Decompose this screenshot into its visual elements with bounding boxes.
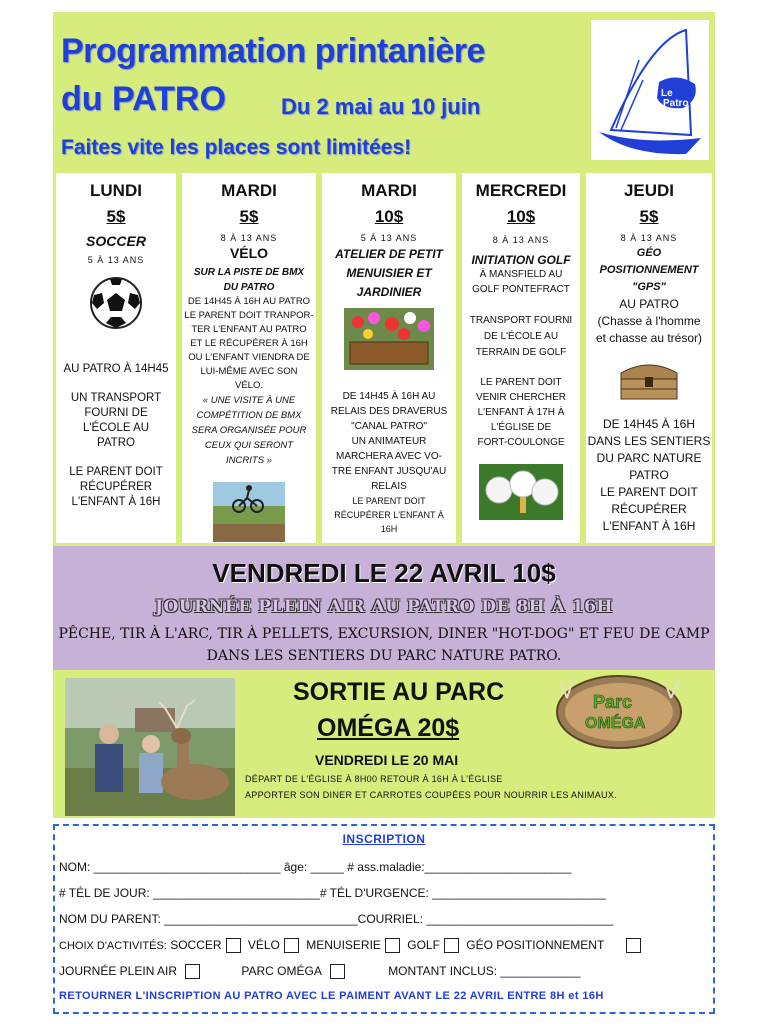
info-line: FOURNI DE xyxy=(84,407,148,419)
option-velo-label: VÉLO xyxy=(247,938,280,952)
page-title-line2: du PATRO xyxy=(61,80,226,118)
svg-text:OMÉGA: OMÉGA xyxy=(585,715,646,732)
activity-name: POSITIONNEMENT xyxy=(599,264,699,276)
soccer-ball-icon xyxy=(88,275,144,331)
price-label: 5$ xyxy=(639,207,659,226)
column-mardi-velo xyxy=(179,170,319,546)
info-line: INCRITS » xyxy=(226,455,272,466)
svg-text:Le: Le xyxy=(661,88,673,99)
day-label: LUNDI xyxy=(90,181,142,200)
bmx-photo xyxy=(213,482,285,542)
info-line: LE PARENT DOIT xyxy=(69,466,163,478)
friday-subtitle: JOURNÉE PLEIN AIR AU PATRO DE 8H À 16H xyxy=(155,597,613,617)
info-line: et chasse au trésor) xyxy=(595,331,703,345)
phone-field[interactable]: # TÉL DE JOUR: _________________________# TÉL D'URGENCE: __________________________ xyxy=(59,886,606,900)
age-range: 8 À 13 ANS xyxy=(620,233,678,243)
activity-name: JARDINIER xyxy=(356,285,422,299)
parc-label: PARC OMÉGA xyxy=(241,964,322,978)
info-line: VENIR CHERCHER xyxy=(475,392,566,403)
omega-departure: DÉPART DE L'ÉGLISE À 8H00 RETOUR À 16H À L'ÉGLISE xyxy=(245,774,503,784)
info-line: L'ENFANT À 17H À xyxy=(477,407,565,418)
flower-box-photo xyxy=(344,308,434,370)
info-line: (Chasse à l'homme xyxy=(597,314,701,328)
activity-name: INITIATION GOLF xyxy=(471,253,571,267)
journee-label: JOURNÉE PLEIN AIR xyxy=(59,964,178,978)
info-line: DE 14H45 À 16H AU PATRO xyxy=(187,296,311,307)
day-label: MARDI xyxy=(221,181,277,200)
day-label: MARDI xyxy=(361,181,417,200)
day-label: JEUDI xyxy=(623,181,675,200)
golf-balls-photo xyxy=(479,464,563,520)
bike-icon xyxy=(213,482,285,542)
info-line: RÉCUPÉRER xyxy=(79,481,153,493)
svg-text:Patro: Patro xyxy=(663,98,689,109)
description-line: PÊCHE, TIR À L'ARC, TIR À PELLETS, EXCURSION, DINER "HOT-DOG" ET FEU DE CAMP xyxy=(58,626,710,642)
journee-checkbox[interactable] xyxy=(185,964,200,979)
info-line: FORT-COULONGE xyxy=(477,437,565,448)
activity-name: "GPS" xyxy=(632,281,666,293)
activity-subtitle: SUR LA PISTE DE BMX xyxy=(193,267,305,278)
patro-logo xyxy=(591,20,709,160)
info-line: TERRAIN DE GOLF xyxy=(475,347,567,358)
info-line: L'ÉGLISE DE xyxy=(490,422,552,433)
info-line: UN ANIMATEUR xyxy=(351,436,427,447)
price-label: 5$ xyxy=(106,207,126,226)
option-golf-label: GOLF xyxy=(407,938,440,952)
info-line: UN TRANSPORT xyxy=(70,392,162,404)
friday-title: VENDREDI LE 22 AVRIL 10$ xyxy=(212,558,556,588)
info-line: À MANSFIELD AU xyxy=(479,269,563,280)
info-line: LE PARENT DOIT xyxy=(352,496,426,506)
option-geo-label: GÉO POSITIONNEMENT xyxy=(466,938,605,952)
info-line: LE PARENT DOIT xyxy=(480,377,562,388)
parent-name-field[interactable]: NOM DU PARENT: _____________________________COURRIEL: ____________________________ xyxy=(59,912,614,926)
omega-section xyxy=(53,670,715,818)
description-line: DANS LES SENTIERS DU PARC NATURE PATRO. xyxy=(206,648,562,664)
page-title-line1: Programmation printanière xyxy=(61,32,485,70)
info-line: MARCHERA AVEC VO- xyxy=(336,451,442,462)
age-range: 5 À 13 ANS xyxy=(360,233,418,243)
omega-instructions: APPORTER SON DINER ET CARROTES COUPÉES POUR NOURRIR LES ANIMAUX. xyxy=(245,790,617,800)
info-line: L'ENFANT À 16H xyxy=(71,496,161,508)
info-line: VÉLO. xyxy=(235,380,263,391)
info-line: COMPÉTITION DE BMX xyxy=(196,410,302,421)
parc-checkbox[interactable] xyxy=(330,964,345,979)
info-line: SERA ORGANISÉE POUR xyxy=(191,425,307,436)
name-field[interactable]: NOM: ____________________________ âge: _____ # ass.maladie:______________________ xyxy=(59,860,572,874)
activity-name: ATELIER DE PETIT xyxy=(335,247,443,261)
amount-field[interactable]: MONTANT INCLUS: ____________ xyxy=(388,964,581,978)
info-line: « UNE VISITE À UNE xyxy=(202,395,296,406)
velo-checkbox[interactable] xyxy=(284,938,299,953)
info-line: ET LE RÉCUPÉRER À 16H xyxy=(190,338,308,349)
omega-date: VENDREDI LE 20 MAI xyxy=(315,752,459,768)
age-range: 8 À 13 ANS xyxy=(220,233,278,243)
svg-text:Parc: Parc xyxy=(593,692,633,712)
activity-name: VÉLO xyxy=(229,245,269,261)
info-line: GOLF PONTEFRACT xyxy=(472,284,570,295)
info-line: "CANAL PATRO" xyxy=(351,421,427,432)
friday-description xyxy=(53,623,715,667)
info-line: RÉCUPÉRER L'ENFANT À xyxy=(334,510,444,520)
info-line: DE 14H45 À 16H AU xyxy=(342,391,436,402)
info-line: LE PARENT DOIT xyxy=(600,485,698,499)
info-line: RELAIS xyxy=(371,481,407,492)
price-label: 10$ xyxy=(374,207,404,226)
info-line: RÉCUPÉRER xyxy=(611,502,687,516)
column-lundi xyxy=(53,170,179,546)
treasure-chest-icon xyxy=(613,355,685,403)
registration-form xyxy=(53,824,715,1014)
age-range: 5 À 13 ANS xyxy=(87,255,145,265)
info-line: LE PARENT DOIT TRANPOR- xyxy=(184,310,314,321)
option-soccer-label: SOCCER xyxy=(170,938,222,952)
slogan: Faites vite les places sont limitées! xyxy=(61,136,412,159)
info-line: PATRO xyxy=(97,437,135,449)
info-line: OU L'ENFANT VIENDRA DE xyxy=(188,352,310,363)
info-line: DE L'ÉCOLE AU xyxy=(483,331,559,342)
column-jeudi xyxy=(583,170,715,546)
info-line: DU PARC NATURE xyxy=(596,451,702,465)
friday-section xyxy=(53,546,715,670)
info-line: DE 14H45 À 16H xyxy=(602,417,696,431)
info-line: DANS LES SENTIERS xyxy=(587,434,711,448)
location-text: AU PATRO À 14H45 xyxy=(63,363,169,375)
info-line: TER L'ENFANT AU PATRO xyxy=(191,324,307,335)
info-line: PATRO xyxy=(629,468,669,482)
sailboat-icon xyxy=(591,20,709,160)
info-line: L'ÉCOLE AU xyxy=(82,422,150,434)
header-banner xyxy=(53,12,715,170)
info-line: TRANSPORT FOURNI xyxy=(469,315,573,326)
omega-price-title: OMÉGA 20$ xyxy=(317,714,460,742)
activity-name: MENUISIER ET xyxy=(346,266,432,280)
price-label: 10$ xyxy=(506,207,536,226)
menuiserie-checkbox[interactable] xyxy=(385,938,400,953)
info-line: RELAIS DES DRAVERUS xyxy=(330,406,448,417)
info-line: TRE ENFANT JUSQU'AU xyxy=(331,466,447,477)
info-line: AU PATRO xyxy=(619,297,679,311)
parc-omega-logo xyxy=(553,672,685,752)
journee-row xyxy=(59,964,581,979)
geo-checkbox[interactable] xyxy=(626,938,641,953)
column-mercredi xyxy=(459,170,583,546)
age-range: 8 À 13 ANS xyxy=(492,235,550,245)
activity-name: SOCCER xyxy=(86,233,146,249)
activity-name: GÉO xyxy=(636,247,662,259)
omega-title: SORTIE AU PARC xyxy=(293,678,505,706)
info-line: CEUX QUI SERONT xyxy=(204,440,294,451)
activities-choice-row xyxy=(59,938,645,953)
golf-checkbox[interactable] xyxy=(444,938,459,953)
program-dates: Du 2 mai au 10 juin xyxy=(281,94,481,119)
price-label: 5$ xyxy=(239,207,259,226)
info-line: L'ENFANT À 16H xyxy=(602,519,696,533)
day-label: MERCREDI xyxy=(475,181,567,200)
info-line: 16H xyxy=(380,524,398,534)
deer-photo xyxy=(65,678,235,816)
activities-label: CHOIX D'ACTIVITÉS: xyxy=(59,940,167,952)
option-menuiserie-label: MENUISERIE xyxy=(306,938,381,952)
soccer-checkbox[interactable] xyxy=(226,938,241,953)
registration-title: INSCRIPTION xyxy=(342,832,426,846)
column-mardi-menuisier xyxy=(319,170,459,546)
activity-subtitle: DU PATRO xyxy=(223,282,275,293)
return-instructions: RETOURNER L'INSCRIPTION AU PATRO AVEC LE PAIMENT AVANT LE 22 AVRIL ENTRE 8H et 16H xyxy=(59,990,604,1002)
info-line: LUI-MÊME AVEC SON xyxy=(200,366,298,377)
